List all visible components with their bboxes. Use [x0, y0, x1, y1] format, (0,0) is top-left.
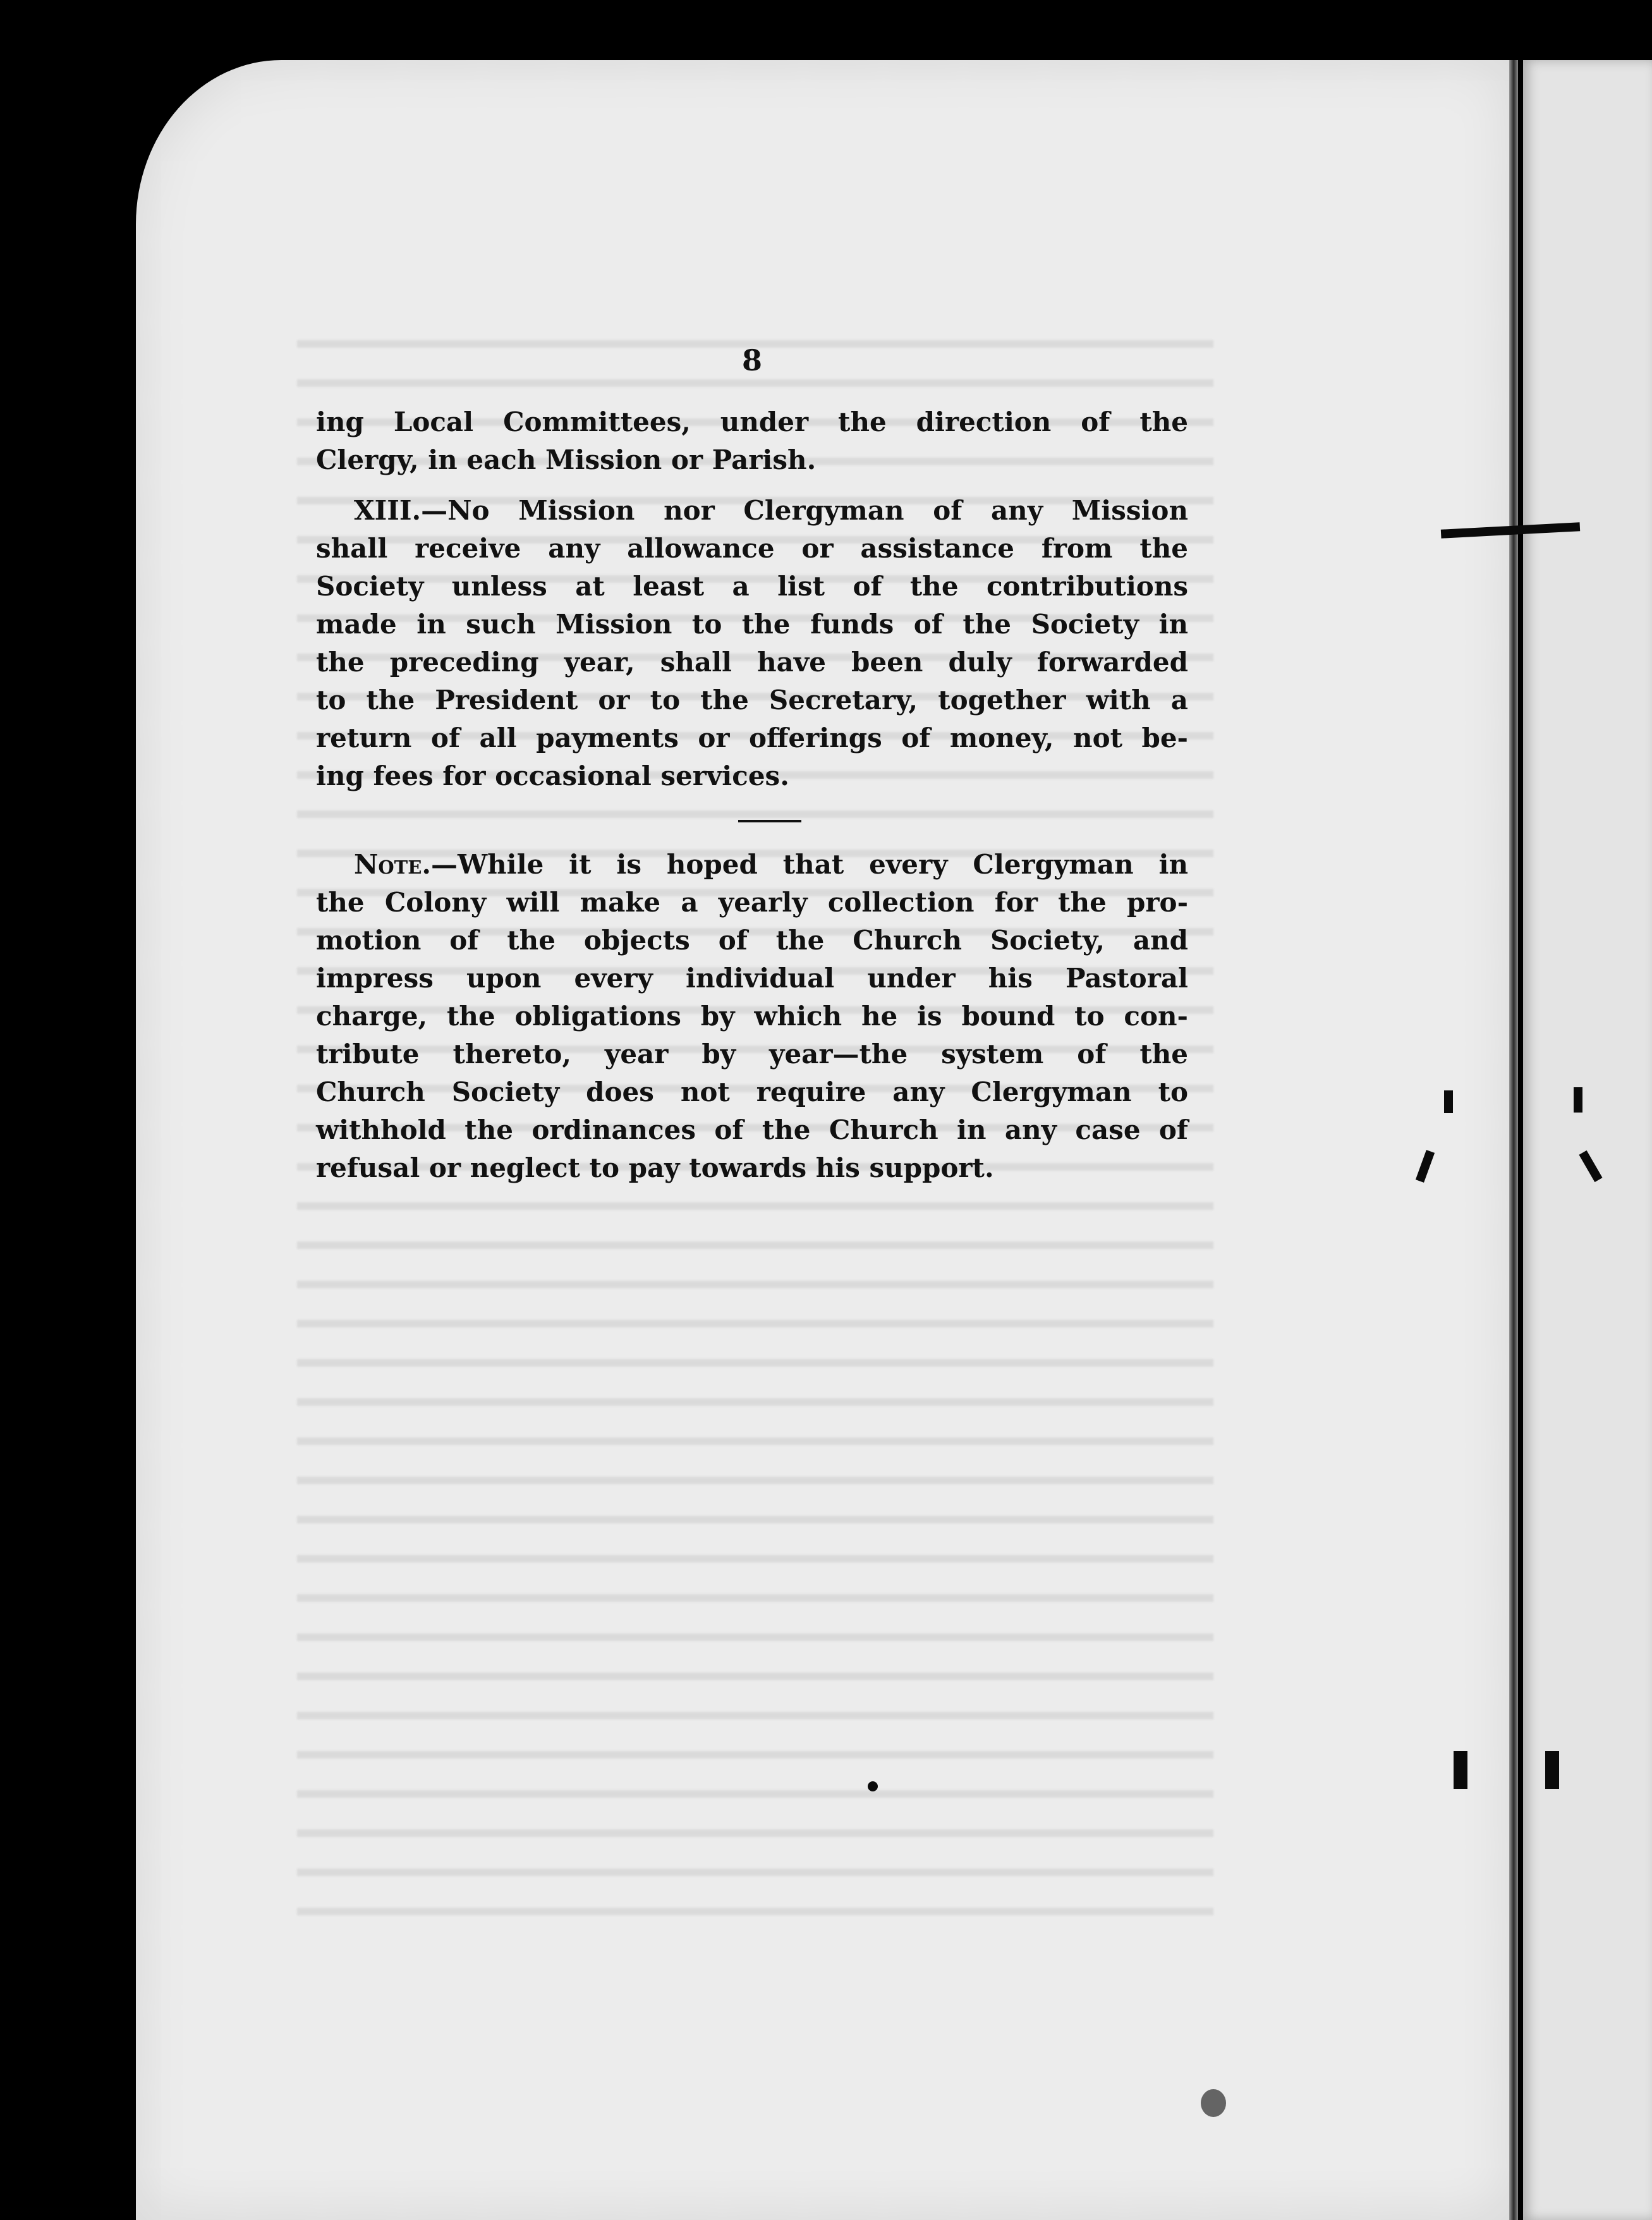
- section-divider: [738, 820, 801, 822]
- text-line: the preceding year, shall have been duly forwarded: [316, 647, 1188, 678]
- note-line: Church Society does not require any Clergyman to: [316, 1076, 1188, 1107]
- text-line: to the President or to the Secretary, together with a: [316, 685, 1188, 716]
- text-line: Society unless at least a list of the contributions: [316, 571, 1188, 602]
- note-line: withhold the ordinances of the Church in any case of: [316, 1114, 1188, 1145]
- note-line: the Colony will make a yearly collection for the pro-: [316, 887, 1188, 918]
- note-line: charge, the obligations by which he is bound to con-: [316, 1001, 1188, 1032]
- text-line: return of all payments or offerings of money, not be-: [316, 723, 1188, 753]
- page-number: 8: [741, 343, 762, 377]
- note-line: motion of the objects of the Church Society, and: [316, 925, 1188, 956]
- text-line: shall receive any allowance or assistance from the: [316, 533, 1188, 564]
- text-line: Clergy, in each Mission or Parish.: [316, 444, 817, 475]
- note-text: —While it is hoped that every Clergyman in: [430, 849, 1188, 880]
- note-line: tribute thereto, year by year—the system of the: [316, 1039, 1188, 1070]
- note-line: refusal or neglect to pay towards his support.: [316, 1152, 994, 1183]
- text-line: made in such Mission to the funds of the Society in: [316, 609, 1188, 640]
- text-line: ing Local Committees, under the direction of the: [316, 406, 1188, 437]
- text-line: ing fees for occasional services.: [316, 760, 789, 791]
- text-line: XIII.—No Mission nor Clergyman of any Mission: [354, 495, 1188, 526]
- note-line: impress upon every individual under his Pastoral: [316, 963, 1188, 994]
- note-first-line: [354, 846, 1188, 884]
- note-label: Note.: [354, 849, 431, 880]
